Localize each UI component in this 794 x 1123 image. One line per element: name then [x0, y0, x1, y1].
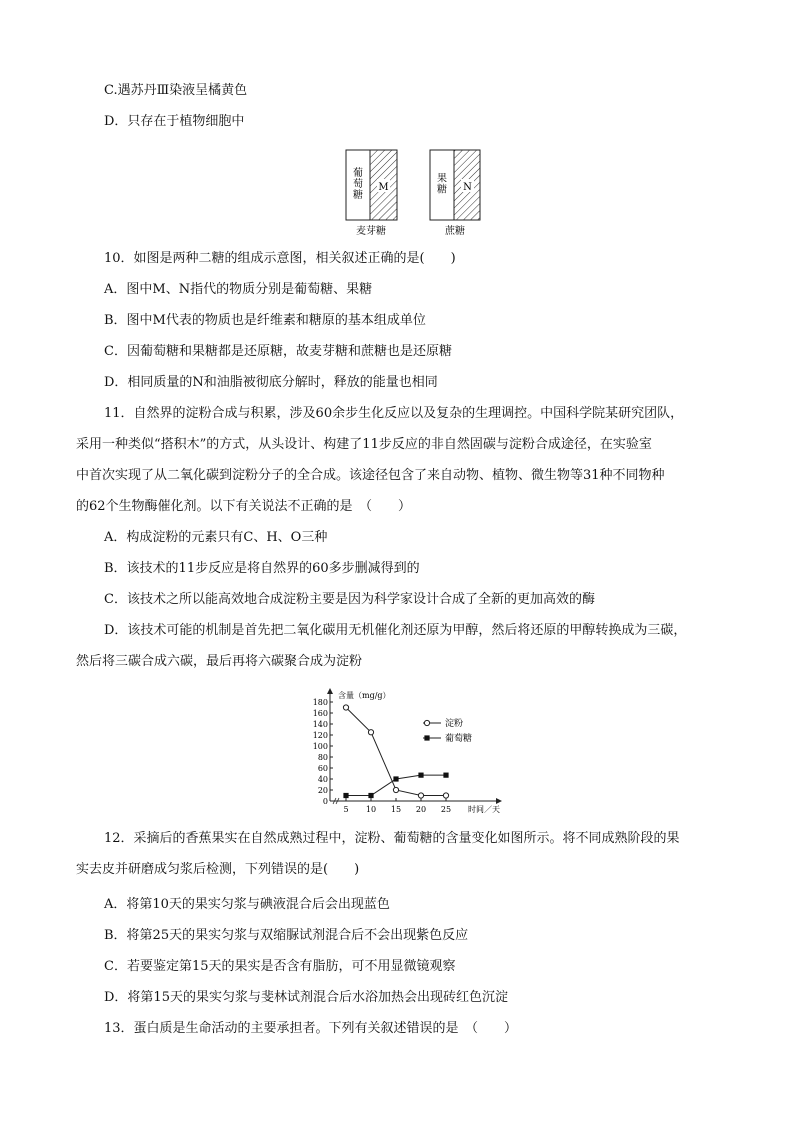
- q11-option-a: A．构成淀粉的元素只有C、H、O三种: [104, 530, 328, 545]
- q12-option-b: B．将第25天的果实匀浆与双缩脲试剂混合后不会出现紫色反应: [104, 928, 469, 943]
- q13-stem: 13．蛋白质是生命活动的主要承担者。下列有关叙述错误的是 （ ）: [104, 1021, 518, 1036]
- legend-marker-葡萄糖: [424, 735, 429, 740]
- disaccharide-diagram: [340, 145, 490, 237]
- q11-option-c: C．该技术之所以能高效地合成淀粉主要是因为科学家设计合成了全新的更加高效的酶: [104, 592, 595, 607]
- q12-option-a: A．将第10天的果实匀浆与碘液混合后会出现蓝色: [104, 897, 390, 912]
- box1-left-label: 葡萄糖: [353, 168, 363, 201]
- box2-left-label: 果糖: [437, 173, 447, 196]
- q10-option-c: C．因葡萄糖和果糖都是还原糖，故麦芽糖和蔗糖也是还原糖: [104, 344, 452, 359]
- q9-option-c: C.遇苏丹Ⅲ染液呈橘黄色: [104, 83, 248, 98]
- y-tick-label: 160: [312, 709, 328, 718]
- data-point-葡萄糖: [443, 773, 448, 778]
- legend-label-淀粉: 淀粉: [445, 719, 464, 729]
- q9-option-d: D．只存在于植物细胞中: [104, 114, 245, 129]
- data-point-淀粉: [393, 787, 398, 792]
- y-tick-label: 140: [312, 720, 328, 729]
- x-tick-label: 15: [390, 805, 402, 814]
- q11-option-b: B．该技术的11步反应是将自然界的60多步删减得到的: [104, 561, 420, 576]
- y-axis-arrow: [327, 688, 333, 694]
- y-axis-label: 含量（mg/g）: [338, 691, 391, 700]
- x-tick-label: 10: [365, 805, 377, 814]
- q10-option-b: B．图中M代表的物质也是纤维素和糖原的基本组成单位: [104, 313, 426, 328]
- q11-stem-line3: 中首次实现了从二氧化碳到淀粉分子的全合成。该途径包含了来自动物、植物、微生物等31种不同物种: [76, 468, 665, 483]
- y-tick-label: 40: [317, 775, 328, 784]
- q10-option-a: A．图中M、N指代的物质分别是葡萄糖、果糖: [104, 282, 373, 297]
- starch-glucose-chart: [300, 686, 530, 818]
- data-point-葡萄糖: [368, 793, 373, 798]
- q12-stem-line1: 12．采摘后的香蕉果实在自然成熟过程中，淀粉、葡萄糖的含量变化如图所示。将不同成熟阶段的果: [104, 831, 680, 846]
- data-point-葡萄糖: [343, 793, 348, 798]
- q11-option-d-line2: 然后将三碳合成六碳，最后再将六碳聚合成为淀粉: [76, 654, 363, 669]
- legend-label-葡萄糖: 葡萄糖: [445, 734, 473, 744]
- y-tick-label: 80: [317, 753, 328, 762]
- q10-option-d: D．相同质量的N和油脂被彻底分解时，释放的能量也相同: [104, 375, 438, 390]
- y-tick-label: 100: [312, 742, 328, 751]
- box1-caption: 麦芽糖: [356, 226, 386, 237]
- x-tick-label: 25: [440, 805, 452, 814]
- q12-option-d: D．将第15天的果实匀浆与斐林试剂混合后水浴加热会出现砖红色沉淀: [104, 990, 508, 1005]
- q11-stem-line4: 的62个生物酶催化剂。以下有关说法不正确的是 （ ）: [76, 499, 412, 514]
- q12-stem-line2: 实去皮并研磨成匀浆后检测，下列错误的是( ): [76, 862, 360, 877]
- data-point-淀粉: [343, 705, 348, 710]
- q10-stem: 10．如图是两种二糖的组成示意图，相关叙述正确的是( ): [104, 251, 456, 266]
- box2-right-label: N: [463, 182, 472, 193]
- data-point-葡萄糖: [393, 776, 398, 781]
- legend-marker-淀粉: [424, 720, 429, 725]
- y-tick-label: 20: [317, 786, 328, 795]
- x-tick-label: 20: [415, 805, 427, 814]
- data-point-淀粉: [443, 793, 448, 798]
- q12-option-c: C．若要鉴定第15天的果实是否含有脂肪，可不用显微镜观察: [104, 959, 456, 974]
- y-tick-label: 180: [312, 698, 328, 707]
- y-tick-label: 120: [312, 731, 328, 740]
- box2-caption: 蔗糖: [445, 226, 465, 237]
- series-line-淀粉: [346, 708, 446, 796]
- x-tick-label: 5: [343, 805, 349, 814]
- x-axis-arrow: [496, 798, 502, 804]
- q11-stem-line2: 采用一种类似“搭积木”的方式，从头设计、构建了11步反应的非自然固碳与淀粉合成途径，在实验室: [76, 437, 652, 452]
- box1-right-label: M: [378, 182, 389, 193]
- y-tick-label: 60: [317, 764, 328, 773]
- x-axis-label: 时间／天: [468, 805, 500, 814]
- y-tick-label: 0: [322, 797, 328, 806]
- q11-option-d-line1: D．该技术可能的机制是首先把二氧化碳用无机催化剂还原为甲醇，然后将还原的甲醇转换成为三碳，: [104, 623, 687, 638]
- q11-stem-line1: 11．自然界的淀粉合成与积累，涉及60余步生化反应以及复杂的生理调控。中国科学院某研究团队，: [104, 406, 684, 421]
- data-point-淀粉: [418, 793, 423, 798]
- data-point-淀粉: [368, 730, 373, 735]
- data-point-葡萄糖: [418, 773, 423, 778]
